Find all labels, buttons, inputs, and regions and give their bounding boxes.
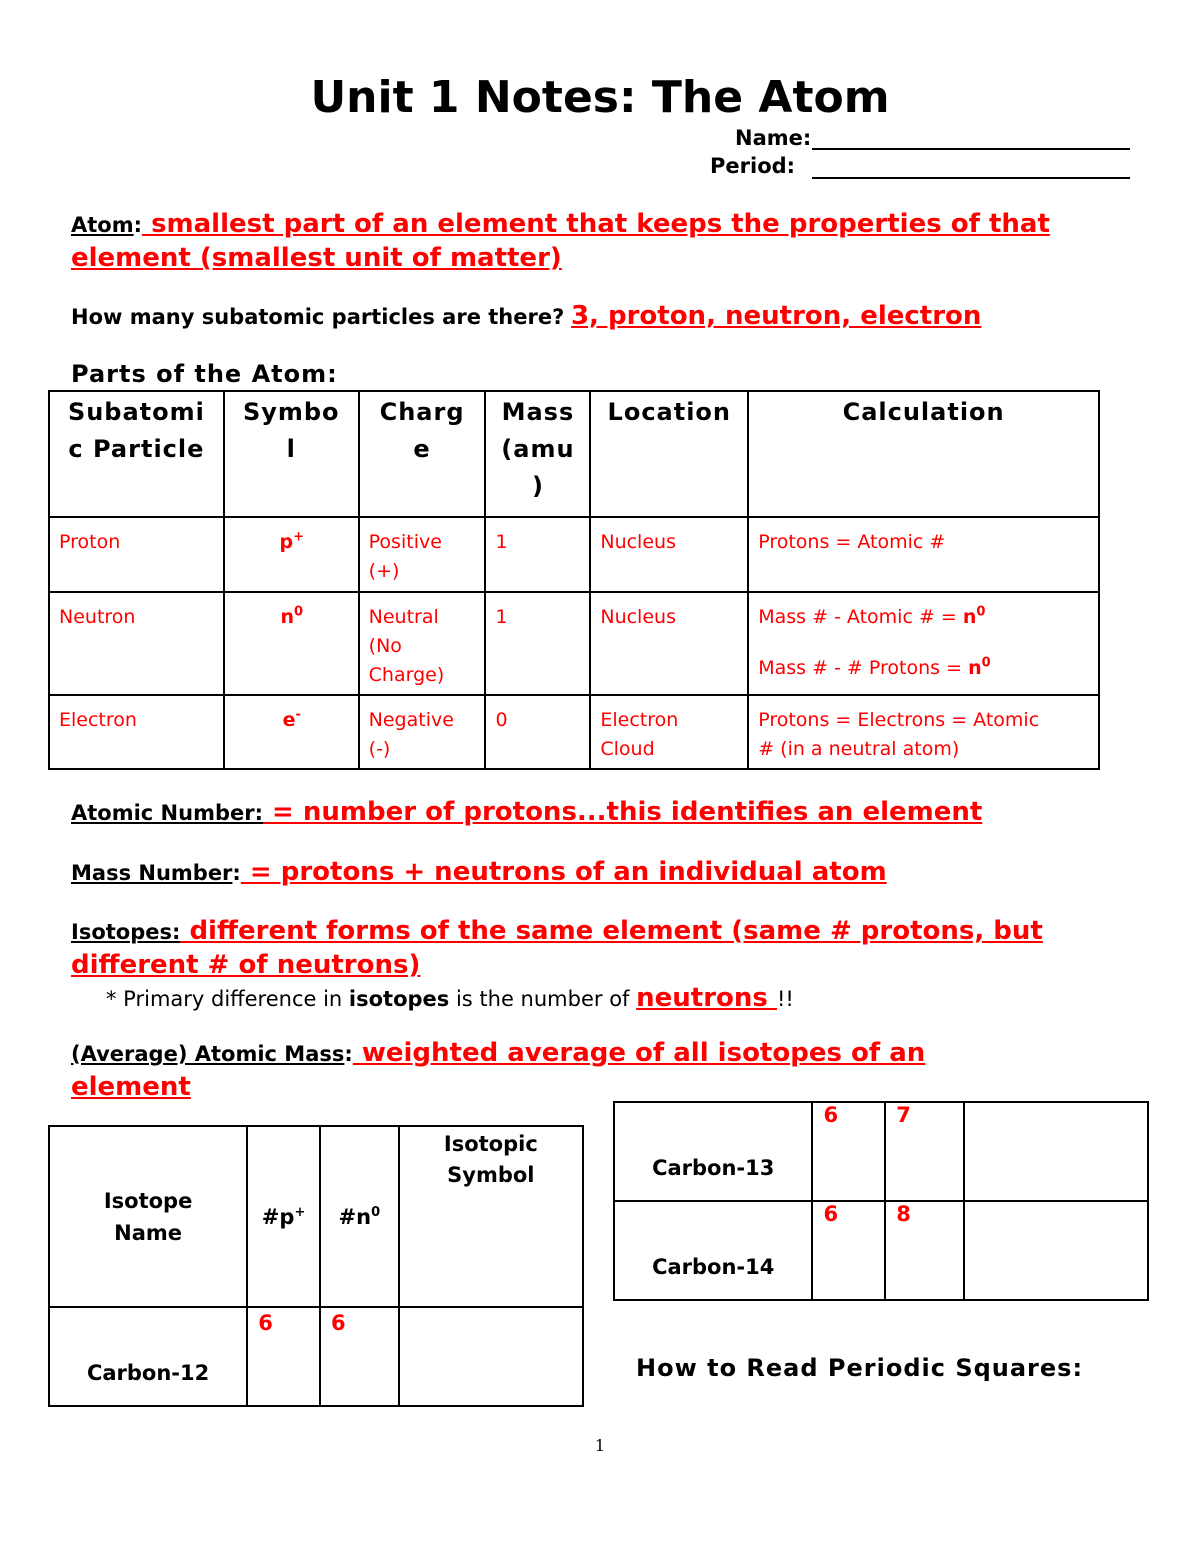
location-cell: Electron Cloud (590, 695, 748, 769)
isotope-header-row (49, 1126, 583, 1307)
symbol-cell: p+ (224, 517, 359, 592)
calculation-cell: Mass # - Atomic # = $n^0$ Mass # - # Protons = $n^0$ (748, 592, 1099, 695)
protons-cell: 6 (247, 1307, 320, 1406)
average-mass-answer-line2: element (71, 1072, 191, 1102)
atom-answer: smallest part of an element that keeps the properties of that (142, 209, 1050, 239)
symbol-cell: e- (224, 695, 359, 769)
parts-heading: Parts of the Atom: (71, 360, 338, 388)
name-label: Name: (735, 126, 812, 150)
page-title: Unit 1 Notes: The Atom (310, 72, 890, 123)
atomic-number-label: Atomic Number: (71, 801, 263, 825)
atom-answer-line2: element (smallest unit of matter) (71, 243, 562, 273)
subatomic-answer: 3, proton, neutron, electron (570, 301, 982, 331)
atomic-number-answer: = number of protons...this identifies an element (263, 797, 983, 827)
charge-cell: Positive (+) (359, 517, 486, 592)
periodic-squares-heading: How to Read Periodic Squares: (636, 1354, 1084, 1382)
particle-cell: Neutron (49, 592, 224, 695)
calculation-cell: Protons = Atomic # (748, 517, 1099, 592)
atomic-number-line (71, 797, 982, 827)
particle-cell: Electron (49, 695, 224, 769)
parts-table (48, 390, 1100, 770)
page-number: 1 (594, 1436, 606, 1455)
isotopes-label: Isotopes: (71, 920, 181, 944)
primary-difference-line: * Primary difference in isotopes is the number of neutrons !! (106, 983, 794, 1013)
table-row (614, 1102, 1148, 1201)
primary-difference-answer: neutrons (636, 983, 777, 1013)
header-mass: Mass (amu ) (485, 391, 590, 517)
header-subatomic-particle: Subatomi c Particle (49, 391, 224, 517)
header-symbol: Symbo l (224, 391, 359, 517)
period-field[interactable] (812, 177, 1130, 179)
calculation-cell: Protons = Electrons = Atomic # (in a neutral atom) (748, 695, 1099, 769)
isotope-name-cell: Carbon-14 (614, 1201, 812, 1300)
table-row (49, 592, 1099, 695)
table-row (49, 517, 1099, 592)
protons-cell: 6 (812, 1102, 885, 1201)
mass-number-line: Mass Number: = protons + neutrons of an individual atom (71, 857, 887, 887)
location-cell: Nucleus (590, 592, 748, 695)
atom-label: Atom (71, 213, 134, 237)
mass-cell: 1 (485, 592, 590, 695)
average-mass-answer: weighted average of all isotopes of an (352, 1038, 926, 1068)
isotopic-symbol-cell[interactable] (399, 1307, 583, 1406)
isotopic-symbol-cell[interactable] (964, 1201, 1148, 1300)
table-row (614, 1201, 1148, 1300)
protons-cell: 6 (812, 1201, 885, 1300)
average-mass-definition: (Average) Atomic Mass: weighted average of all isotopes of an element (71, 1038, 926, 1102)
isotopes-answer-line2: different # of neutrons) (71, 950, 421, 980)
mass-number-label: Mass Number (71, 861, 233, 885)
header-location: Location (590, 391, 748, 517)
charge-cell: Neutral (No Charge) (359, 592, 486, 695)
mass-cell: 0 (485, 695, 590, 769)
average-mass-label: (Average) Atomic Mass (71, 1042, 345, 1066)
location-cell: Nucleus (590, 517, 748, 592)
isotope-table (48, 1125, 584, 1407)
neutrons-cell: 6 (320, 1307, 399, 1406)
period-label: Period: (710, 154, 796, 178)
atom-definition: Atom: smallest part of an element that keeps the properties of that element (smallest unit of matter) (71, 209, 1050, 273)
header-isotope-name: Isotope Name (49, 1126, 247, 1307)
isotope-name-cell: Carbon-12 (49, 1307, 247, 1406)
isotopes-definition (71, 915, 1043, 983)
mass-cell: 1 (485, 517, 590, 592)
subatomic-question (71, 301, 981, 331)
table-row (49, 695, 1099, 769)
parts-header-row (49, 391, 1099, 517)
neutrons-cell: 8 (885, 1201, 964, 1300)
name-field[interactable] (812, 148, 1130, 150)
isotopic-symbol-cell[interactable] (964, 1102, 1148, 1201)
symbol-cell: $n^0$ (224, 592, 359, 695)
header-protons: #p+ (247, 1126, 320, 1307)
header-calculation: Calculation (748, 391, 1099, 517)
header-isotopic-symbol: Isotopic Symbol (399, 1126, 583, 1307)
mass-number-answer: = protons + neutrons of an individual atom (240, 857, 887, 887)
neutrons-cell: 7 (885, 1102, 964, 1201)
isotopes-answer: different forms of the same element (same # protons, but (180, 916, 1043, 946)
table-row (49, 1307, 583, 1406)
subatomic-question-text: How many subatomic particles are there? (71, 305, 565, 329)
particle-cell: Proton (49, 517, 224, 592)
header-neutrons: $\#n^0$ (320, 1126, 399, 1307)
isotope-table-2 (613, 1101, 1149, 1301)
header-charge: Charg e (359, 391, 486, 517)
charge-cell: Negative (-) (359, 695, 486, 769)
isotope-name-cell: Carbon-13 (614, 1102, 812, 1201)
